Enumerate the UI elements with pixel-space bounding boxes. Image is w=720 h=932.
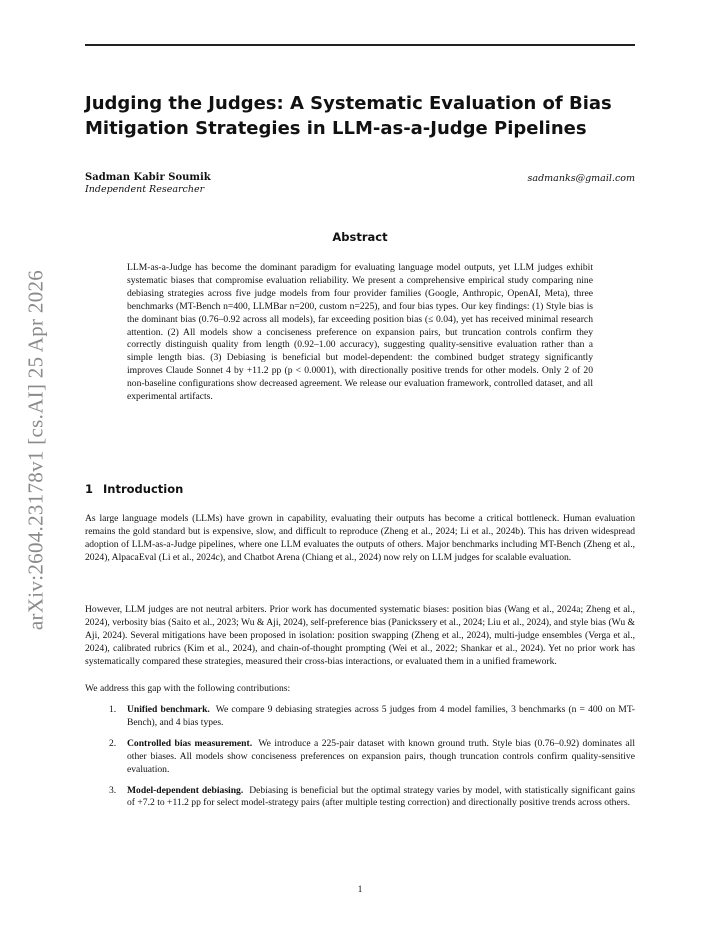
author-name: Sadman Kabir Soumik (85, 172, 211, 183)
abstract-body: LLM-as-a-Judge has become the dominant paradigm for evaluating language model outputs, yet LLM judges exhibit systematic biases that compromise evaluation reliability. We present a comprehensive empirical study comparing nine debiasing strategies across five judge models from four provider families (Google, Anthropic, OpenAI, Meta), three benchmarks (MT-Bench n=400, LLMBar n=200, custom n=225), and four bias types. Our key findings: (1) Style bias is the dominant bias (0.76–0.92 across all models), far exceeding position bias (≤ 0.04), yet has received minimal research attention. (2) All models show a conciseness preference on expansion pairs, but truncation controls confirm they correctly distinguish quality from length (0.92–1.00 accuracy), suggesting quality-sensitive evaluation rather than a simple length bias. (3) Debiasing is beneficial but model-dependent: the combined budget strategy significantly improves Claude Sonnet 4 by +11.2 pp (p < 0.0001), with directionally positive trends for other models. Only 2 of 20 non-baseline configurations show decreased agreement. We release our evaluation framework, controlled dataset, and all experimental artifacts. (127, 262, 593, 403)
section-heading (85, 482, 183, 496)
contribution-text: Debiasing is beneficial but the optimal strategy varies by model, with statistically significant gains of +7.2 to +11.2 pp for select model-strategy pairs (after multiple testing correction) and directionally positive trends across others. (127, 784, 635, 809)
contribution-number: 1. (109, 704, 117, 715)
contribution-lead: Model-dependent debiasing. (127, 784, 244, 796)
contribution-number: 2. (109, 737, 117, 749)
contribution-lead: Unified benchmark. (127, 704, 210, 715)
author-email: sadmanks@gmail.com (527, 173, 635, 184)
arxiv-identifier-stamp: arXiv:2604.23178v1 [cs.AI] 25 Apr 2026 (23, 269, 48, 631)
contribution-number: 3. (109, 784, 117, 796)
contribution-item (109, 784, 635, 811)
contribution-lead: Controlled bias measurement. (127, 737, 253, 749)
author-affiliation: Independent Researcher (85, 184, 205, 195)
section-number: 1 (85, 482, 94, 496)
top-rule (85, 44, 635, 46)
paper-title: Judging the Judges: A Systematic Evaluation of Bias Mitigation Strategies in LLM-as-a-Judge Pipelines (85, 93, 612, 139)
intro-paragraph: As large language models (LLMs) have grown in capability, evaluating their outputs has become a critical bottleneck. Human evaluation remains the gold standard but is expensive, slow, and difficult to reproduce (Zheng et al., 2024; Li et al., 2024b). This has driven widespread adoption of LLM-as-a-Judge pipelines, where one LLM evaluates the outputs of others. Major benchmarks including MT-Bench (Zheng et al., 2024), AlpacaEval (Li et al., 2024c), and Chatbot Arena (Chiang et al., 2024) now rely on LLM judges for scalable evaluation. (85, 513, 635, 563)
abstract-heading: Abstract (332, 230, 388, 244)
contribution-text: We compare 9 debiasing strategies across 5 judges from 4 model families, 3 benchmarks (n = 400 on MT-Bench), and 4 bias types. (127, 704, 635, 728)
contribution-item (109, 737, 635, 777)
contributions-list (109, 704, 635, 818)
page-number: 1 (357, 884, 363, 895)
contribution-item (109, 704, 635, 730)
intro-paragraph: However, LLM judges are not neutral arbiters. Prior work has documented systematic biases: position bias (Wang et al., 2024a; Zheng et al., 2024), verbosity bias (Saito et al., 2023; Wu & Aji, 2024), self-preference bias (Panickssery et al., 2024; Liu et al., 2024), and style bias (Wu & Aji, 2024). Several mitigations have been proposed in isolation: position swapping (Zheng et al., 2024), multi-judge ensembles (Verga et al., 2024), calibrated rubrics (Kim et al., 2024), and chain-of-thought prompting (Wei et al., 2022; Shankar et al., 2024). Yet no prior work has systematically compared these strategies, measured their cross-bias interactions, or evaluated them in a unified framework. (85, 604, 635, 667)
section-title: Introduction (103, 482, 184, 496)
contribution-text: We introduce a 225-pair dataset with known ground truth. Style bias (0.76–0.92) dominates all other biases. All models show conciseness preferences on expansion pairs, though truncation controls confirm quality-sensitive evaluation. (127, 737, 635, 775)
intro-paragraph: We address this gap with the following contributions: (85, 683, 291, 694)
